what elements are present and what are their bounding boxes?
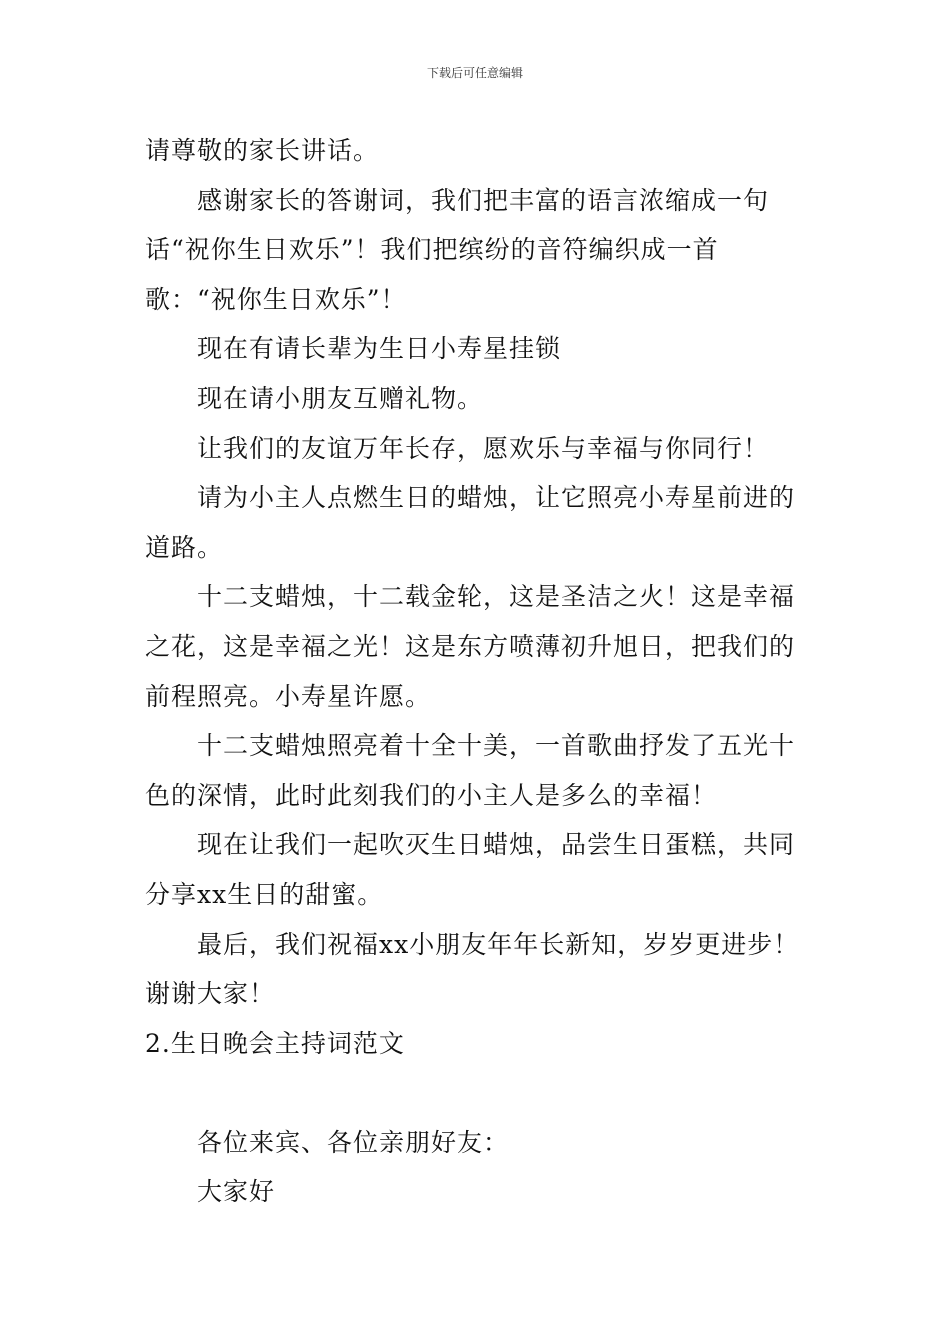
document-body bbox=[145, 126, 810, 1217]
paragraph: 现在请小朋友互赠礼物。 bbox=[197, 383, 484, 413]
paragraph: 十二支蜡烛照亮着十全十美，一首歌曲抒发了五光十色的深情，此时此刻我们的小主人是多么的幸福！ bbox=[145, 731, 796, 810]
paragraph: 最后，我们祝福xx小朋友年年长新知，岁岁更进步！谢谢大家！ bbox=[145, 929, 800, 1009]
paragraph: 各位来宾、各位亲朋好友： bbox=[197, 1127, 510, 1157]
section-heading: 2.生日晚会主持词范文 bbox=[145, 1028, 405, 1058]
page-header: 下载后可任意编辑 bbox=[426, 66, 523, 80]
paragraph: 十二支蜡烛，十二载金轮，这是圣洁之火！这是幸福之花，这是幸福之光！这是东方喷薄初升旭日，把我们的前程照亮。小寿星许愿。 bbox=[145, 582, 796, 711]
paragraph: 让我们的友谊万年长存，愿欢乐与幸福与你同行！ bbox=[197, 433, 770, 463]
paragraph: 现在有请长辈为生日小寿星挂锁 bbox=[197, 334, 562, 364]
paragraph: 请为小主人点燃生日的蜡烛，让它照亮小寿星前进的道路。 bbox=[145, 483, 796, 562]
paragraph: 请尊敬的家长讲话。 bbox=[145, 136, 380, 165]
blank-line bbox=[145, 1068, 810, 1118]
paragraph: 现在让我们一起吹灭生日蜡烛，品尝生日蛋糕，共同分享xx生日的甜蜜。 bbox=[145, 830, 796, 909]
paragraph: 大家好 bbox=[197, 1177, 276, 1207]
paragraph: 感谢家长的答谢词，我们把丰富的语言浓缩成一句话“祝你生日欢乐”！我们把缤纷的音符编织成一首歌：“祝你生日欢乐”！ bbox=[145, 185, 770, 314]
